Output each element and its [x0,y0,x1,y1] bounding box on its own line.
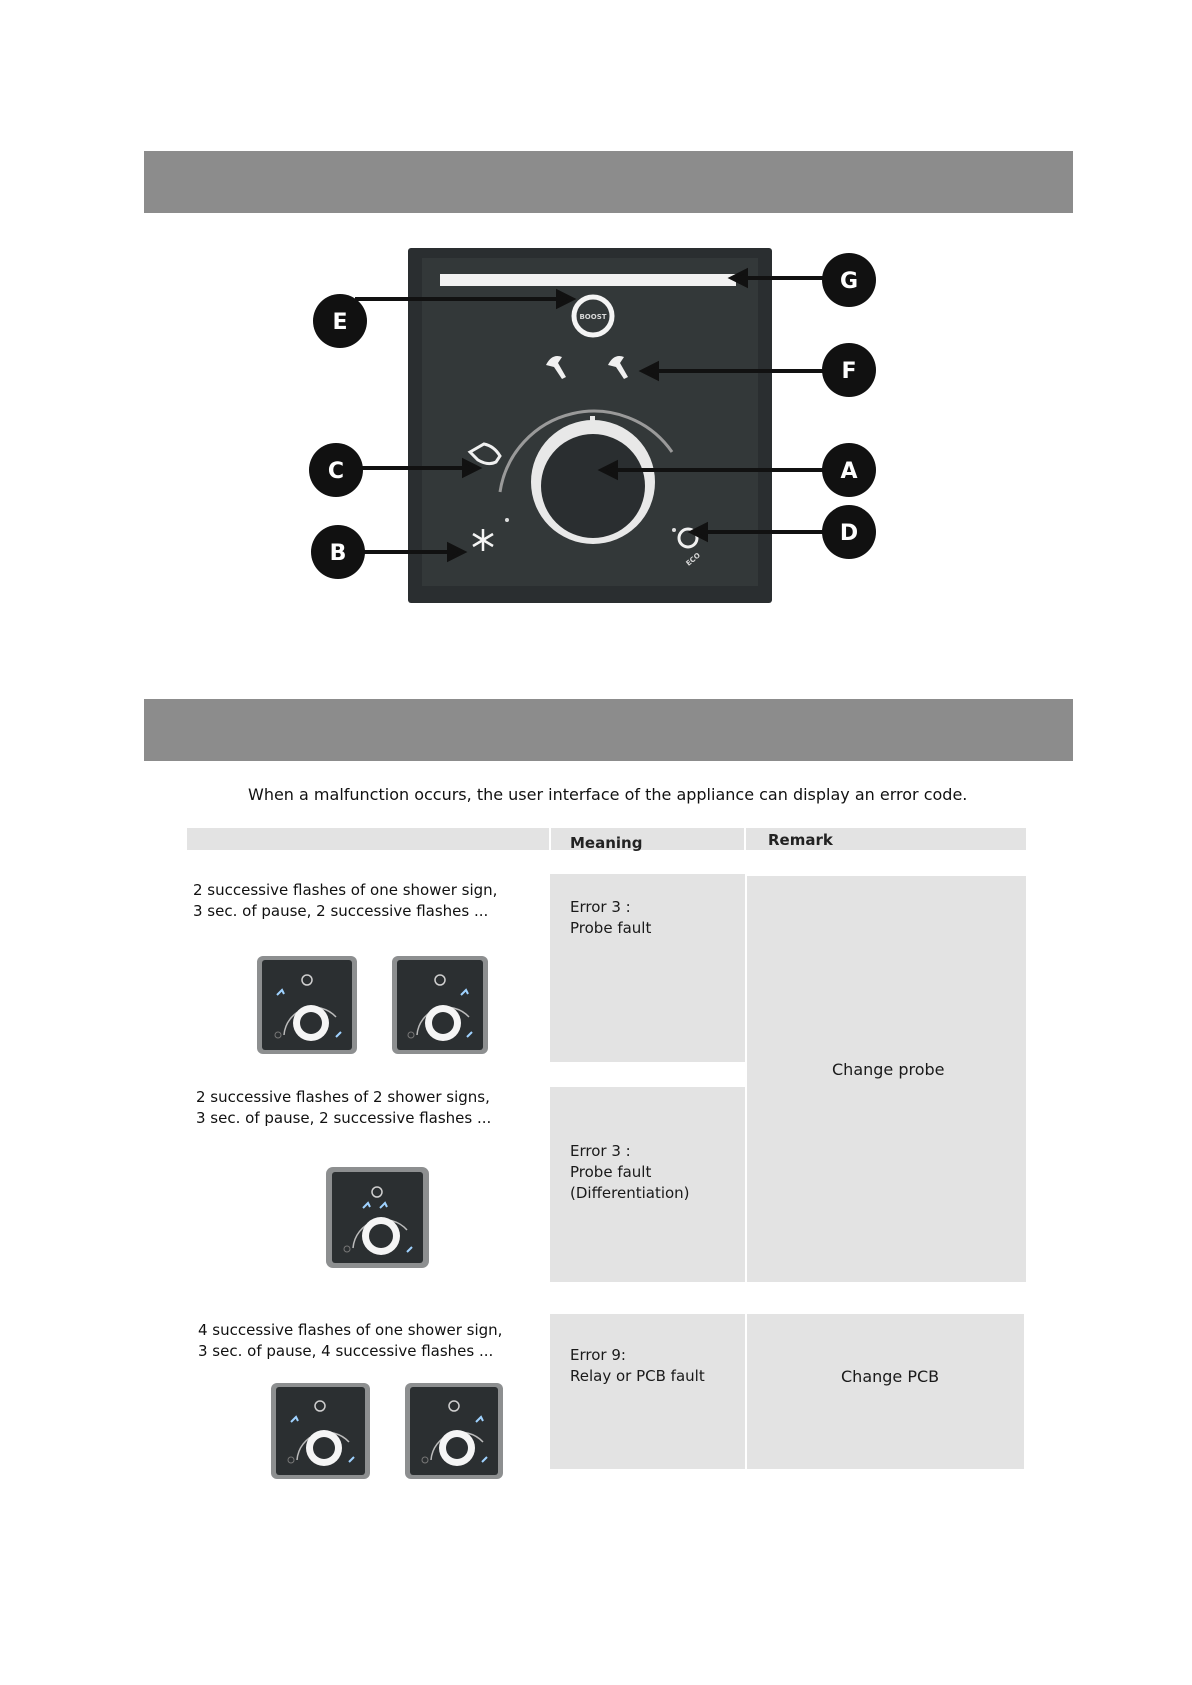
frost-dot [505,518,509,522]
remark-cell [747,876,1026,1282]
section-header-band [144,699,1073,761]
mini-panel-image [391,955,489,1055]
mini-panel-image [404,1382,504,1480]
remark-header: Remark [768,831,833,849]
eco-dot [672,528,676,532]
flash-description: 4 successive flashes of one shower sign, 3 sec. of pause, 4 successive flashes ... [198,1321,503,1360]
callout-a [822,443,876,497]
callout-c [309,443,363,497]
meaning-text: Error 3 : Probe fault (Differentiation) [570,1142,690,1202]
remark-text: Change PCB [841,1367,940,1386]
remark-cell [747,1314,1024,1469]
meaning-text: Error 3 : Probe fault [570,898,652,937]
flash-description: 2 successive flashes of 2 shower signs, 3 sec. of pause, 2 successive flashes ... [196,1088,492,1127]
svg-text:G: G [839,269,859,294]
intro-text: When a malfunction occurs, the user interface of the appliance can display an error code. [248,785,968,804]
boost-label: BOOST [579,313,607,321]
callout-e [313,294,367,348]
svg-text:E: E [332,310,348,335]
callout-f [822,343,876,397]
meaning-cell [550,1314,745,1469]
mini-panel-image [270,1382,371,1480]
svg-text:B: B [329,541,347,566]
mini-panel-image [325,1166,430,1269]
remark-text: Change probe [832,1060,945,1079]
flash-description: 2 successive flashes of one shower sign, 3 sec. of pause, 2 successive flashes ... [193,881,498,920]
svg-text:F: F [841,359,857,384]
callout-d [822,505,876,559]
eco-label: ECO [684,551,702,568]
table-header-cell [187,828,549,850]
indicator-light-bar [440,274,736,286]
meaning-text: Error 9: Relay or PCB fault [570,1346,705,1385]
callout-g [822,253,876,307]
callout-b [311,525,365,579]
control-panel-diagram [300,240,900,610]
meaning-header: Meaning [570,834,643,852]
svg-text:C: C [327,459,345,484]
mini-panel-image [256,955,358,1055]
section-header-band [144,151,1073,213]
svg-text:D: D [839,521,859,546]
knob-center-icon [541,434,645,538]
svg-text:A: A [840,459,858,484]
knob-pointer [590,416,595,426]
